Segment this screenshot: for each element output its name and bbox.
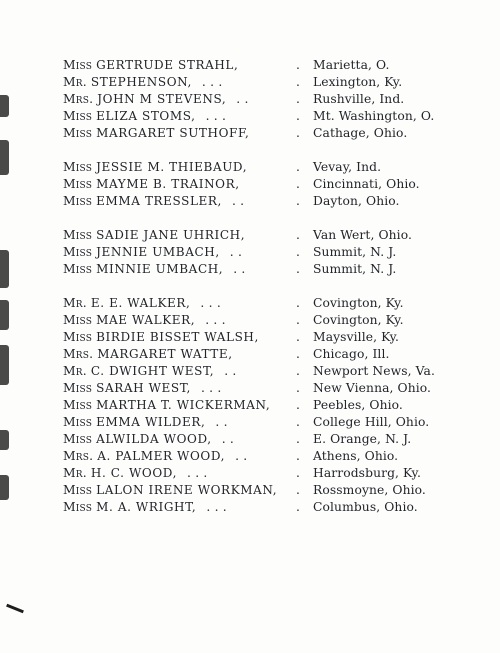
entry-separator: . [296,381,300,395]
roster-list [63,57,493,533]
entry-separator: . [296,126,300,140]
entry-leader-dots: . . . [205,313,226,327]
entry-name: C. DWIGHT WEST, [90,364,215,378]
entry-separator: . [296,296,300,310]
entry-separator: . [296,245,300,259]
entry-separator: . [296,109,300,123]
entry-separator: . [296,313,300,327]
roster-entry [63,312,493,329]
entry-name: SADIE JANE UHRICH, [96,228,246,242]
roster-entry [63,159,493,176]
entry-leader-dots: . . [236,92,249,106]
roster-entry [63,380,493,397]
entry-name: MAYME B. TRAINOR, [96,177,240,191]
entry-separator: . [296,58,300,72]
entry-separator: . [296,160,300,174]
entry-name: JENNIE UMBACH, [96,245,220,259]
entry-place: Columbus, Ohio. [313,500,418,514]
entry-leader-dots: . . [224,364,237,378]
entry-name: M. A. WRIGHT, [96,500,197,514]
entry-title: Miss [63,381,93,395]
entry-separator: . [296,432,300,446]
entry-name: SARAH WEST, [96,381,191,395]
entry-leader-dots: . . [221,432,235,446]
entry-name: MARGARET WATTE, [97,347,233,361]
entry-place: College Hill, Ohio. [313,415,430,429]
entry-separator: . [296,483,300,497]
entry-place: Covington, Ky. [313,296,404,310]
entry-place: Mt. Washington, O. [313,109,435,123]
entry-leader-dots: . . . [187,466,208,480]
entry-title: Miss [63,109,93,123]
entry-place: Maysville, Ky. [313,330,400,344]
entry-place: Dayton, Ohio. [313,194,400,208]
entry-leader-dots: . . [233,262,246,276]
roster-entry [63,414,493,431]
entry-title: Miss [63,228,93,242]
roster-entry [63,346,493,363]
entry-separator: . [296,415,300,429]
entry-name: ALWILDA WOOD, [96,432,212,446]
entry-title: Miss [63,500,93,514]
entry-leader-dots: . . . [205,109,227,123]
roster-entry [63,74,493,91]
entry-title: Miss [63,483,93,497]
roster-group [63,57,493,142]
entry-place: Covington, Ky. [313,313,404,327]
entry-separator: . [296,347,300,361]
entry-leader-dots: . . [235,449,248,463]
ink-mark [6,604,24,614]
entry-title: Mrs. [63,92,94,106]
roster-entry [63,465,493,482]
entry-title: Miss [63,160,93,174]
entry-separator: . [296,500,300,514]
entry-place: Cincinnati, Ohio. [313,177,420,191]
roster-entry [63,363,493,380]
entry-name: E. E. WALKER, [90,296,191,310]
entry-title: Miss [63,415,93,429]
roster-group [63,227,493,278]
entry-place: Athens, Ohio. [313,449,399,463]
binding-mark [0,475,9,500]
binding-mark [0,95,9,117]
entry-title: Miss [63,432,93,446]
entry-title: Mr. [63,75,87,89]
entry-separator: . [296,466,300,480]
entry-separator: . [296,364,300,378]
roster-entry [63,176,493,193]
entry-name: MAE WALKER, [96,313,196,327]
entry-place: Chicago, Ill. [313,347,390,361]
entry-leader-dots: . . . [200,381,222,395]
entry-place: E. Orange, N. J. [313,432,412,446]
roster-group [63,295,493,516]
entry-name: BIRDIE BISSET WALSH, [96,330,259,344]
entry-name: H. C. WOOD, [90,466,177,480]
entry-place: Peebles, Ohio. [313,398,403,412]
entry-place: Harrodsburg, Ky. [313,466,421,480]
roster-entry [63,57,493,74]
binding-mark [0,430,9,450]
entry-place: Summit, N. J. [313,245,397,259]
entry-separator: . [296,75,300,89]
entry-name: MARGARET SUTHOFF, [96,126,250,140]
entry-place: Van Wert, Ohio. [313,228,412,242]
entry-place: Rossmoyne, Ohio. [313,483,426,497]
entry-place: Marietta, O. [313,58,390,72]
roster-entry [63,295,493,312]
entry-title: Mr. [63,296,87,310]
entry-title: Miss [63,262,93,276]
roster-entry [63,482,493,499]
entry-name: MINNIE UMBACH, [96,262,224,276]
binding-mark [0,250,9,288]
entry-place: New Vienna, Ohio. [313,381,432,395]
roster-entry [63,397,493,414]
entry-title: Miss [63,313,93,327]
entry-leader-dots: . . [215,415,228,429]
entry-separator: . [296,398,300,412]
roster-entry [63,448,493,465]
entry-title: Miss [63,330,93,344]
entry-leader-dots: . . [229,245,243,259]
binding-mark [0,140,9,175]
entry-place: Summit, N. J. [313,262,397,276]
entry-title: Miss [63,177,93,191]
entry-place: Newport News, Va. [313,364,435,378]
roster-entry [63,227,493,244]
entry-title: Miss [63,126,93,140]
roster-entry [63,125,493,142]
entry-name: MARTHA T. WICKERMAN, [96,398,271,412]
entry-title: Miss [63,245,93,259]
binding-mark [0,345,9,385]
entry-place: Cathage, Ohio. [313,126,408,140]
roster-group [63,159,493,210]
entry-name: EMMA WILDER, [96,415,206,429]
entry-title: Miss [63,398,93,412]
roster-entry [63,244,493,261]
entry-leader-dots: . . . [206,500,227,514]
entry-title: Mrs. [63,347,94,361]
entry-name: EMMA TRESSLER, [96,194,222,208]
entry-place: Vevay, Ind. [313,160,382,174]
entry-leader-dots: . . . [200,296,221,310]
entry-place: Rushville, Ind. [313,92,405,106]
entry-name: GERTRUDE STRAHL, [96,58,239,72]
entry-separator: . [296,449,300,463]
entry-title: Mrs. [63,449,94,463]
entry-leader-dots: . . [231,194,245,208]
entry-leader-dots: . . . [201,75,223,89]
entry-separator: . [296,177,300,191]
roster-entry [63,91,493,108]
entry-name: ELIZA STOMS, [96,109,196,123]
entry-name: JESSIE M. THIEBAUD, [96,160,248,174]
roster-entry [63,193,493,210]
entry-name: LALON IRENE WORKMAN, [96,483,278,497]
entry-separator: . [296,262,300,276]
roster-entry [63,261,493,278]
entry-title: Mr. [63,466,87,480]
entry-name: A. PALMER WOOD, [97,449,226,463]
entry-name: JOHN M STEVENS, [97,92,227,106]
entry-title: Miss [63,194,93,208]
entry-name: STEPHENSON, [90,75,192,89]
roster-entry [63,499,493,516]
entry-separator: . [296,92,300,106]
binding-mark [0,300,9,330]
entry-separator: . [296,228,300,242]
roster-entry [63,431,493,448]
entry-separator: . [296,330,300,344]
roster-entry [63,329,493,346]
entry-separator: . [296,194,300,208]
entry-title: Miss [63,58,93,72]
roster-entry [63,108,493,125]
entry-title: Mr. [63,364,87,378]
entry-place: Lexington, Ky. [313,75,403,89]
